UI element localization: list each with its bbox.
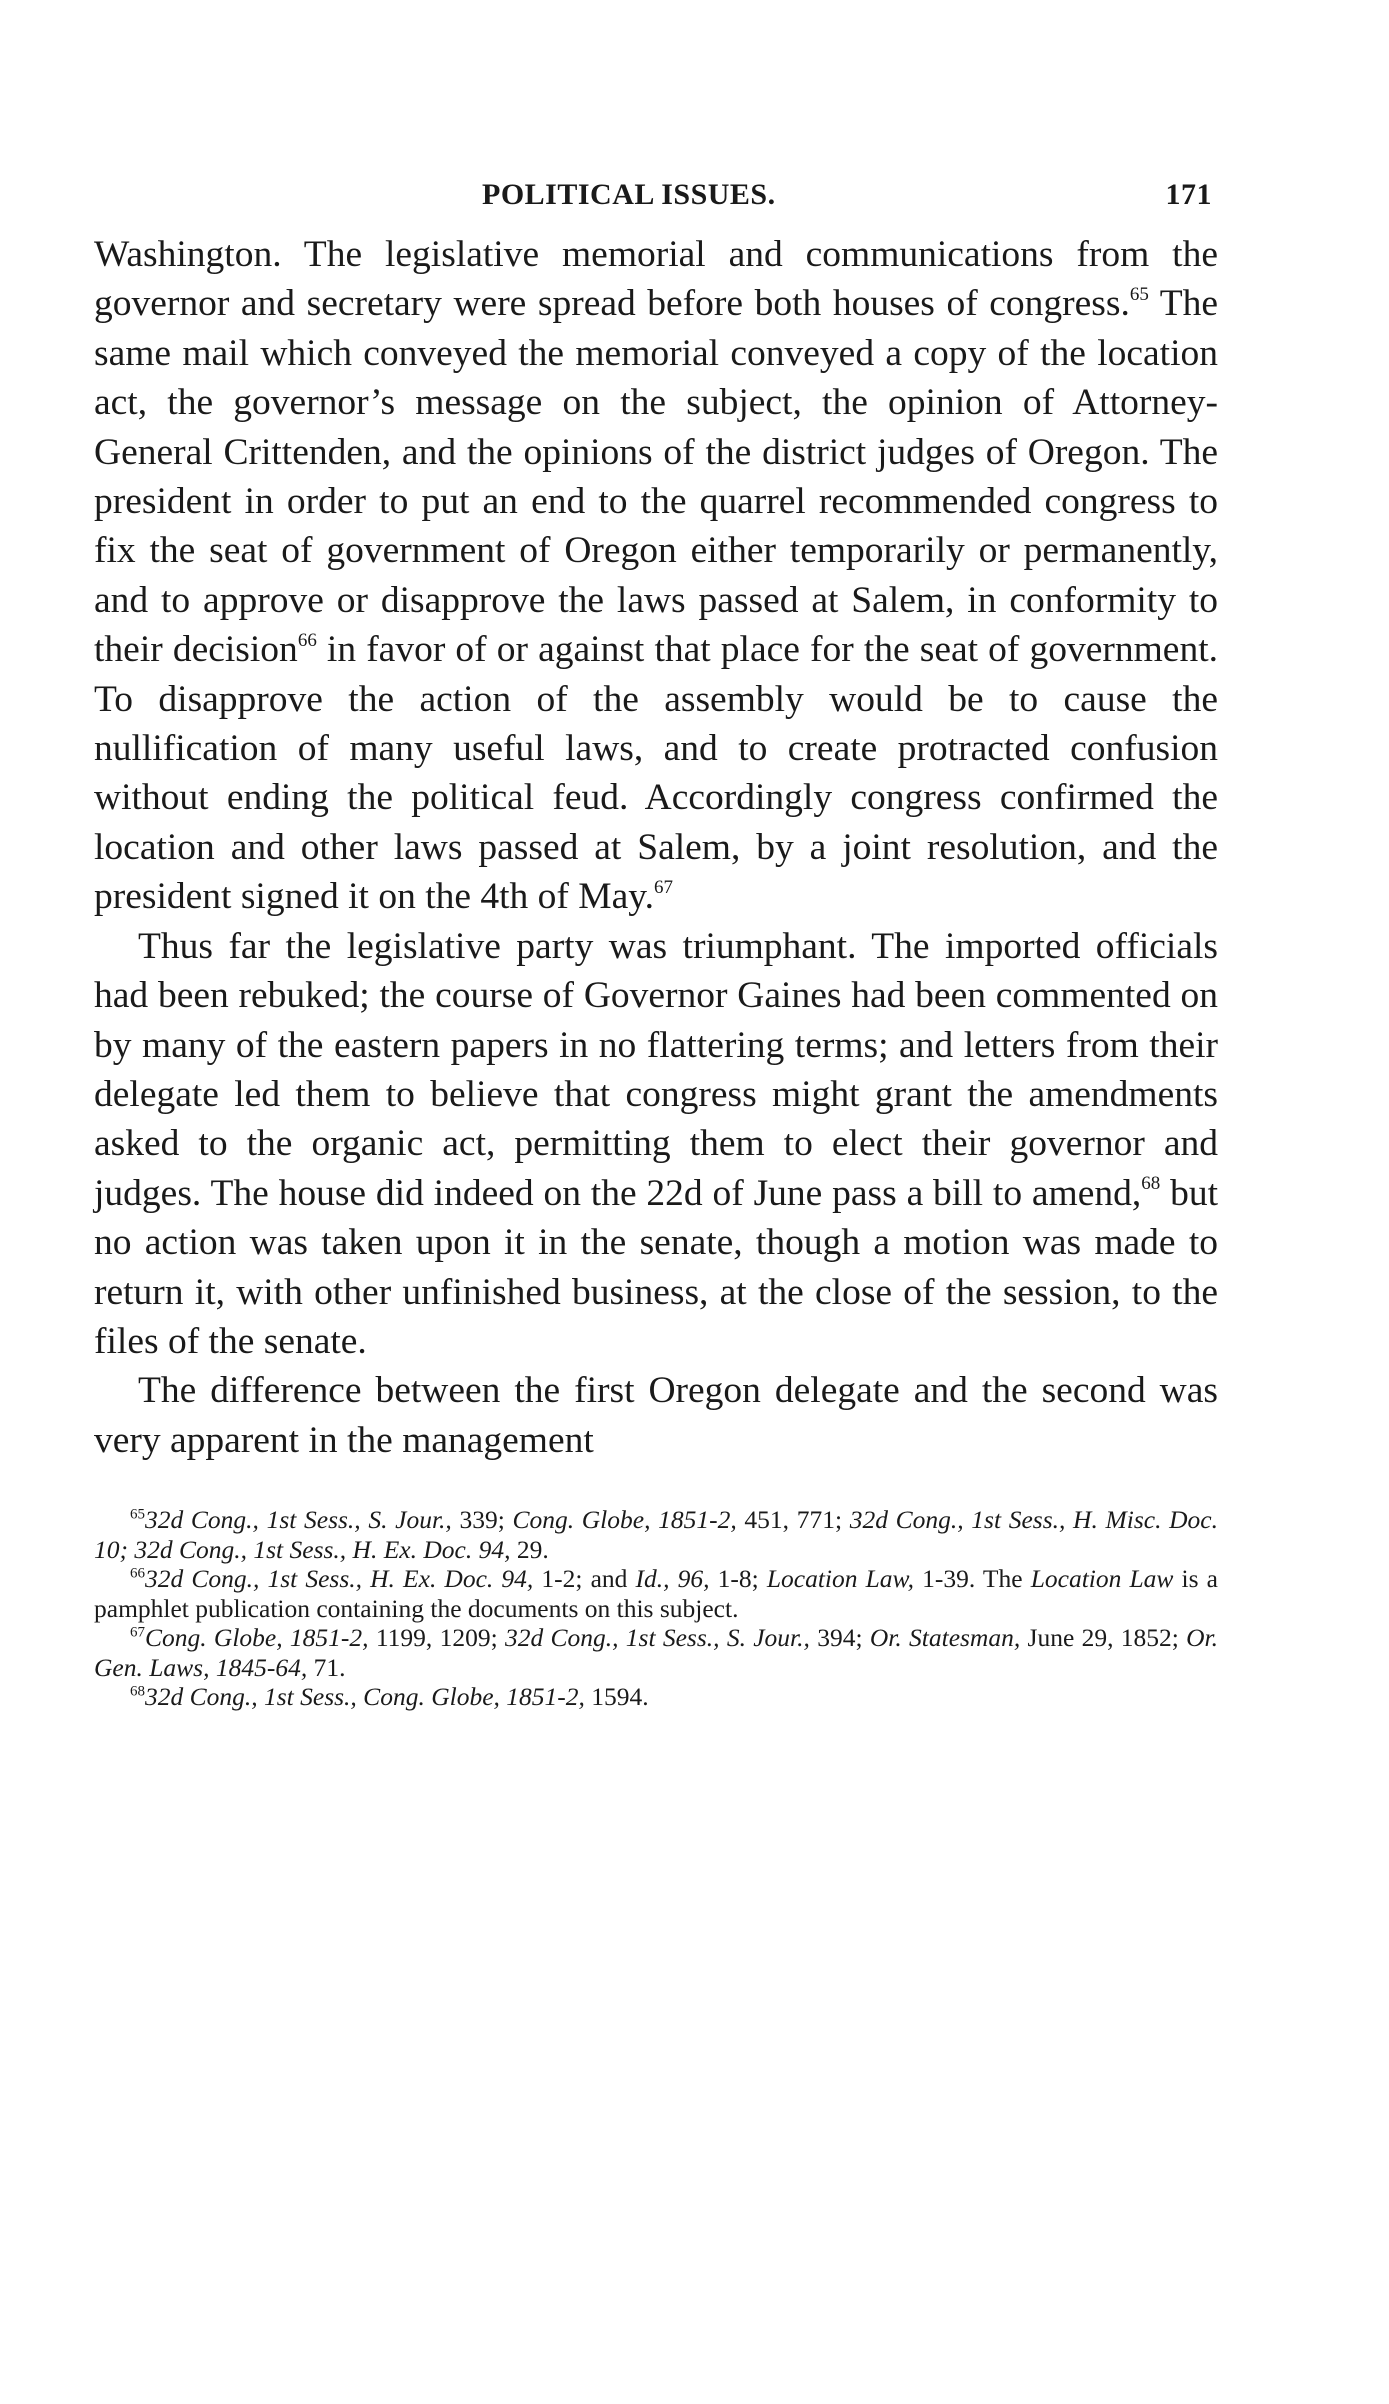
- footnote-67-cite-7: Or. Gen. Laws, 1845-64,: [94, 1623, 1219, 1682]
- footnote-66-cite-1: 32d Cong., 1st Sess., H. Ex. Doc. 94,: [145, 1564, 534, 1594]
- footnote-67: [94, 1623, 1218, 1682]
- footnote-68-cite-1: 32d Cong., 1st Sess., Cong. Globe, 1851-2,: [145, 1682, 585, 1712]
- footnote-66-cite-3: Id., 96,: [635, 1564, 710, 1594]
- footnote-68-text-2: 1594.: [584, 1682, 649, 1712]
- footnote-66-text-4: 1-8;: [709, 1564, 767, 1594]
- footnote-67-cite-3: 32d Cong., 1st Sess., S. Jour.,: [504, 1623, 810, 1653]
- footnote-65-cite-1: 32d Cong., 1st Sess., S. Jour.,: [145, 1505, 452, 1535]
- paragraph-1-part-c: in favor of or against that place for the seat of government. To disapprove the action of the assembly would be to cause the nullification of many useful laws, and to create protracted confusion without ending the political feud. Accordingly congress confirmed the location and other laws passed at Salem, by a joint resolution, and the president signed it on the 4th of May.: [94, 629, 1218, 918]
- footnote-66-text-2: 1-2; and: [533, 1564, 636, 1594]
- paragraph-1: [94, 230, 1218, 922]
- footnote-67-cite-1: Cong. Globe, 1851-2,: [145, 1623, 369, 1653]
- footnote-ref-68[interactable]: 68: [1141, 1173, 1161, 1195]
- footnote-66-text-8: is a pamphlet publication containing the documents on this subject.: [94, 1564, 1218, 1623]
- footnote-66: [94, 1564, 1218, 1623]
- footnote-65-number: 65: [130, 1506, 145, 1523]
- paragraph-3: [94, 1366, 1218, 1465]
- footnote-ref-67[interactable]: 67: [653, 876, 673, 898]
- footnote-65-cite-3: Cong. Globe, 1851-2,: [512, 1505, 737, 1535]
- footnotes: [94, 1505, 1218, 1712]
- footnote-67-text-6: June 29, 1852;: [1020, 1623, 1187, 1653]
- footnote-66-text-6: 1-39. The: [914, 1564, 1031, 1594]
- page-number: 171: [1165, 178, 1212, 211]
- footnote-65: [94, 1505, 1218, 1564]
- paragraph-2-part-b: but no action was taken upon it in the senate, though a motion was made to return it, with other unfinished business, at the close of the session, to the files of the senate.: [94, 1172, 1219, 1362]
- footnote-68: [94, 1682, 1218, 1712]
- paragraph-3-part-a: The difference between the first Oregon delegate and the second was very apparent in the management: [94, 1370, 1218, 1461]
- footnote-67-text-4: 394;: [809, 1623, 870, 1653]
- footnote-67-number: 67: [130, 1624, 145, 1641]
- footnote-65-text-6: 29.: [510, 1534, 549, 1564]
- footnote-65-text-2: 339;: [451, 1505, 513, 1535]
- footnote-67-text-8: 71.: [307, 1652, 346, 1682]
- footnote-65-text-4: 451, 771;: [736, 1505, 850, 1535]
- running-head: [94, 178, 1218, 218]
- footnote-67-cite-5: Or. Statesman,: [869, 1623, 1021, 1653]
- footnote-ref-65[interactable]: 65: [1129, 283, 1149, 305]
- main-text: [94, 230, 1218, 1465]
- footnote-66-cite-5: Location Law,: [766, 1564, 915, 1594]
- footnote-68-number: 68: [130, 1683, 145, 1700]
- footnote-66-number: 66: [130, 1565, 145, 1582]
- paragraph-1-part-b: The same mail which conveyed the memorial conveyed a copy of the location act, the governor’s message on the subject, the opinion of Attorney-General Crittenden, and the opinions of the district judges of Oregon. The president in order to put an end to the quarrel recommended congress to fix the seat of government of Oregon either temporarily or permanently, and to approve or disapprove the laws passed at Salem, in conformity to their decision: [94, 283, 1218, 671]
- footnote-65-cite-5: 32d Cong., 1st Sess., H. Misc. Doc. 10; 32d Cong., 1st Sess., H. Ex. Doc. 94,: [94, 1505, 1218, 1564]
- footnote-67-text-2: 1199, 1209;: [368, 1623, 505, 1653]
- paragraph-1-part-a: Washington. The legislative memorial and communications from the governor and secretary were spread before both houses of congress.: [94, 234, 1218, 325]
- paragraph-2: [94, 922, 1218, 1367]
- footnote-ref-66[interactable]: 66: [297, 629, 317, 651]
- paragraph-2-part-a: Thus far the legislative party was triumphant. The imported officials had been rebuked; the course of Governor Gaines had been commented on by many of the eastern papers in no flattering terms; and letters from their delegate led them to believe that congress might grant the amendments asked to the organic act, permitting them to elect their governor and judges. The house did indeed on the 22d of June pass a bill to amend,: [94, 925, 1218, 1214]
- running-title: POLITICAL ISSUES.: [482, 178, 776, 211]
- footnote-66-cite-7: Location Law: [1030, 1564, 1174, 1594]
- book-page: [94, 178, 1218, 1712]
